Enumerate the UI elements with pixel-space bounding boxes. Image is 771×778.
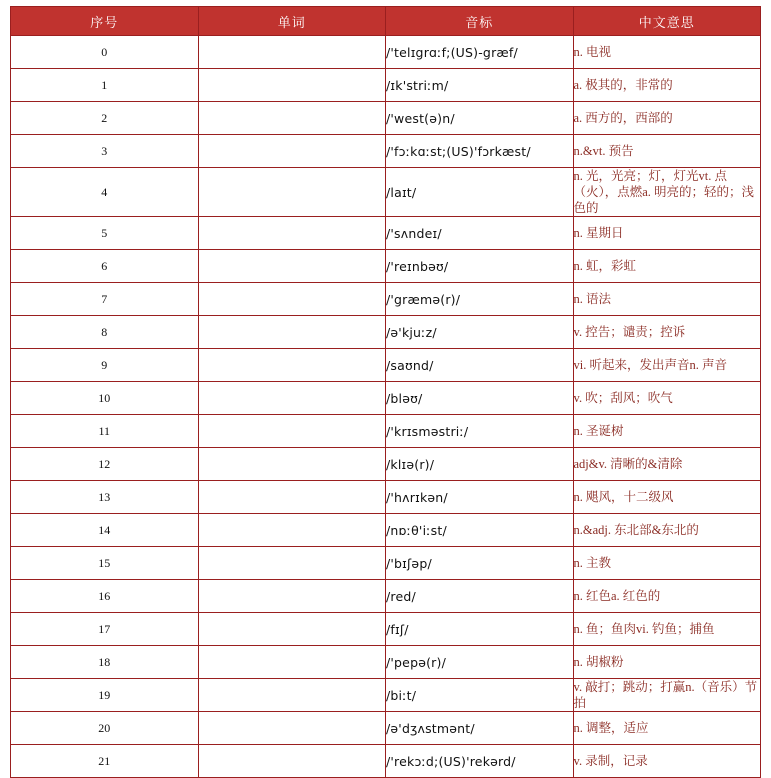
cell-word — [198, 745, 386, 778]
cell-word — [198, 514, 386, 547]
table-row — [11, 547, 761, 580]
cell-meaning: v. 录制，记录 — [573, 745, 761, 778]
cell-word — [198, 283, 386, 316]
cell-index: 15 — [11, 547, 199, 580]
cell-word — [198, 382, 386, 415]
cell-word — [198, 415, 386, 448]
table-row — [11, 745, 761, 778]
cell-meaning: n. 胡椒粉 — [573, 646, 761, 679]
cell-meaning: n. 鱼；鱼肉vi. 钓鱼；捕鱼 — [573, 613, 761, 646]
table-row — [11, 646, 761, 679]
cell-meaning: n. 圣诞树 — [573, 415, 761, 448]
cell-index: 14 — [11, 514, 199, 547]
cell-word — [198, 135, 386, 168]
cell-word — [198, 613, 386, 646]
cell-meaning: a. 极其的，非常的 — [573, 69, 761, 102]
cell-index: 7 — [11, 283, 199, 316]
cell-word — [198, 679, 386, 712]
cell-index: 8 — [11, 316, 199, 349]
cell-index: 11 — [11, 415, 199, 448]
cell-index: 12 — [11, 448, 199, 481]
cell-index: 1 — [11, 69, 199, 102]
cell-phonetic: /bləʊ/ — [386, 382, 574, 415]
cell-meaning: n. 飓风，十二级风 — [573, 481, 761, 514]
cell-meaning: n. 虹，彩虹 — [573, 250, 761, 283]
table-row — [11, 217, 761, 250]
cell-meaning: n. 调整，适应 — [573, 712, 761, 745]
table-row — [11, 349, 761, 382]
table-row — [11, 69, 761, 102]
cell-word — [198, 349, 386, 382]
table-row — [11, 448, 761, 481]
cell-index: 5 — [11, 217, 199, 250]
cell-word — [198, 69, 386, 102]
cell-index: 3 — [11, 135, 199, 168]
cell-phonetic: /red/ — [386, 580, 574, 613]
column-header-word: 单词 — [198, 7, 386, 36]
cell-index: 18 — [11, 646, 199, 679]
cell-index: 21 — [11, 745, 199, 778]
table-row — [11, 36, 761, 69]
table-row — [11, 514, 761, 547]
cell-meaning: n.&vt. 预告 — [573, 135, 761, 168]
cell-meaning: n.&adj. 东北部&东北的 — [573, 514, 761, 547]
cell-index: 19 — [11, 679, 199, 712]
cell-phonetic: /'fɔːkɑːst;(US)'fɔrkæst/ — [386, 135, 574, 168]
cell-phonetic: /'telɪgrɑːf;(US)-græf/ — [386, 36, 574, 69]
column-header-phonetic: 音标 — [386, 7, 574, 36]
cell-phonetic: /nɒːθ'iːst/ — [386, 514, 574, 547]
cell-index: 0 — [11, 36, 199, 69]
table-row — [11, 283, 761, 316]
cell-phonetic: /'krɪsməstriː/ — [386, 415, 574, 448]
cell-phonetic: /'reɪnbəʊ/ — [386, 250, 574, 283]
cell-meaning: n. 星期日 — [573, 217, 761, 250]
table-row — [11, 712, 761, 745]
header-row — [11, 7, 761, 36]
table-row — [11, 168, 761, 217]
cell-word — [198, 712, 386, 745]
cell-meaning: n. 电视 — [573, 36, 761, 69]
column-header-meaning: 中文意思 — [573, 7, 761, 36]
cell-index: 16 — [11, 580, 199, 613]
cell-phonetic: /biːt/ — [386, 679, 574, 712]
vocabulary-table — [10, 6, 761, 778]
cell-index: 2 — [11, 102, 199, 135]
table-body — [11, 36, 761, 778]
cell-index: 6 — [11, 250, 199, 283]
table-row — [11, 135, 761, 168]
column-header-index: 序号 — [11, 7, 199, 36]
cell-phonetic: /'west(ə)n/ — [386, 102, 574, 135]
table-row — [11, 679, 761, 712]
cell-word — [198, 102, 386, 135]
cell-phonetic: /saʊnd/ — [386, 349, 574, 382]
cell-word — [198, 547, 386, 580]
cell-meaning: n. 主教 — [573, 547, 761, 580]
cell-word — [198, 250, 386, 283]
cell-index: 13 — [11, 481, 199, 514]
cell-index: 4 — [11, 168, 199, 217]
cell-phonetic: /ə'kjuːz/ — [386, 316, 574, 349]
cell-index: 10 — [11, 382, 199, 415]
cell-phonetic: /laɪt/ — [386, 168, 574, 217]
cell-meaning: adj&v. 清晰的&清除 — [573, 448, 761, 481]
cell-meaning: v. 控告；谴责；控诉 — [573, 316, 761, 349]
table-row — [11, 250, 761, 283]
cell-index: 9 — [11, 349, 199, 382]
table-header — [11, 7, 761, 36]
cell-phonetic: /ə'dʒʌstmənt/ — [386, 712, 574, 745]
cell-meaning: n. 红色a. 红色的 — [573, 580, 761, 613]
table-row — [11, 580, 761, 613]
cell-index: 20 — [11, 712, 199, 745]
table-row — [11, 382, 761, 415]
cell-word — [198, 36, 386, 69]
cell-word — [198, 168, 386, 217]
cell-meaning: n. 语法 — [573, 283, 761, 316]
cell-word — [198, 316, 386, 349]
cell-meaning: n. 光，光亮；灯，灯光vt. 点（火），点燃a. 明亮的；轻的；浅色的 — [573, 168, 761, 217]
cell-phonetic: /'sʌndeɪ/ — [386, 217, 574, 250]
cell-word — [198, 646, 386, 679]
cell-meaning: a. 西方的，西部的 — [573, 102, 761, 135]
cell-meaning: v. 吹；刮风；吹气 — [573, 382, 761, 415]
table-row — [11, 415, 761, 448]
cell-word — [198, 580, 386, 613]
cell-word — [198, 217, 386, 250]
table-row — [11, 613, 761, 646]
table-row — [11, 481, 761, 514]
cell-phonetic: /'pepə(r)/ — [386, 646, 574, 679]
cell-phonetic: /ɪk'striːm/ — [386, 69, 574, 102]
cell-phonetic: /'rekɔːd;(US)'rekərd/ — [386, 745, 574, 778]
table-row — [11, 102, 761, 135]
cell-word — [198, 448, 386, 481]
cell-index: 17 — [11, 613, 199, 646]
cell-phonetic: /'bɪʃəp/ — [386, 547, 574, 580]
cell-meaning: v. 敲打；跳动；打赢n.（音乐）节拍 — [573, 679, 761, 712]
cell-phonetic: /klɪə(r)/ — [386, 448, 574, 481]
cell-word — [198, 481, 386, 514]
cell-meaning: vi. 听起来，发出声音n. 声音 — [573, 349, 761, 382]
table-row — [11, 316, 761, 349]
cell-phonetic: /'græmə(r)/ — [386, 283, 574, 316]
cell-phonetic: /'hʌrɪkən/ — [386, 481, 574, 514]
cell-phonetic: /fɪʃ/ — [386, 613, 574, 646]
